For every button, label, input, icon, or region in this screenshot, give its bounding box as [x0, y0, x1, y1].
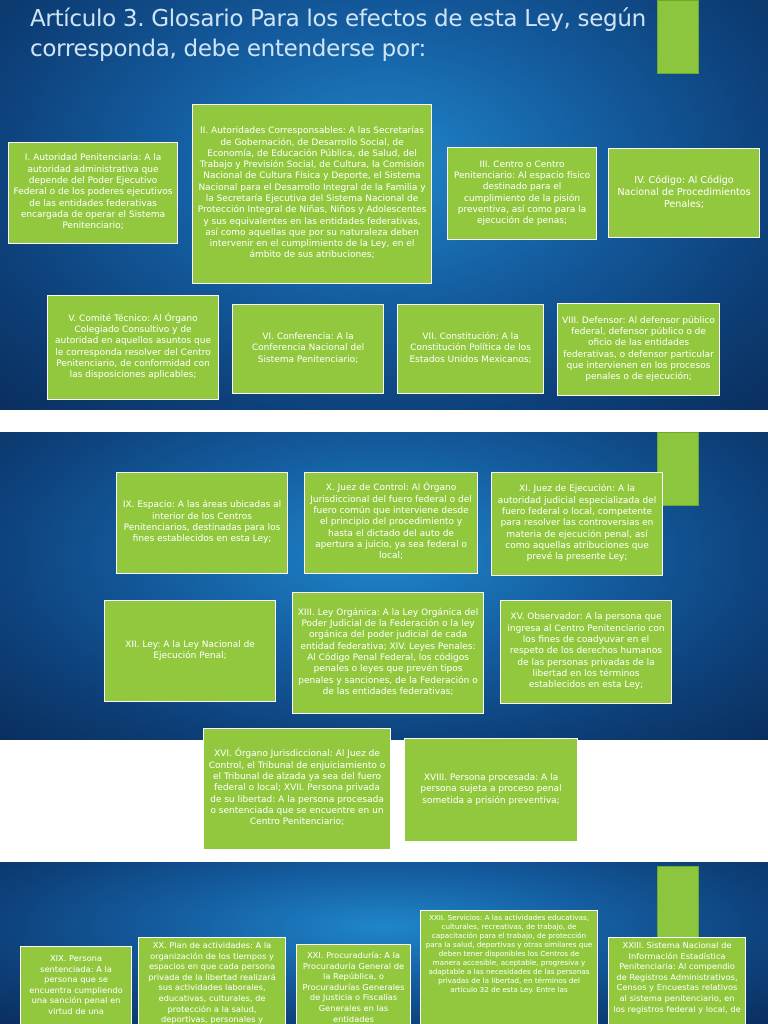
definition-box-xvi-xvii [203, 728, 391, 850]
definition-text: XVI. Órgano Jurisdiccional: Al Juez de Control, el Tribunal de enjuiciamiento o el Tribunal de alzada ya sea del fuero federal o local; XVII. Persona privada de su libertad: A la persona procesada o sentenciada que se encuentre en un Centro Penitenciario; [208, 749, 386, 828]
definition-text: VI. Conferencia: A la Conferencia Nacional del Sistema Penitenciario; [251, 332, 365, 365]
definition-box-xix [20, 946, 132, 1024]
slide-glosario-2 [0, 432, 768, 740]
definition-text: II. Autoridades Corresponsables: A las Secretarías de Gobernación, de Desarrollo Social, de Economía, de Educación Pública, de Salud, del Trabajo y Previsión Social, de Cultura, la Comisión Nacional de Cultura Física y Deporte, el Sistema Nacional para el Desarrollo Integral de la Familia y la Secretaría Ejecutiva del Sistema Nacional de Protección Integral de Niñas, Niños y Adolescentes y sus equivalentes en las entidades federativas, así como aquellas que por su naturaleza deben intervenir en el cumplimiento de la Ley, en el ámbito de sus atribuciones; [197, 126, 427, 261]
definition-text: VII. Constitución: A la Constitución Política de los Estados Unidos Mexicanos; [409, 332, 532, 365]
definition-box-xiii-xiv [292, 592, 484, 714]
definition-text: XIII. Ley Orgánica: A la Ley Orgánica del Poder Judicial de la Federación o la ley orgánica del poder judicial de cada entidad federativa; XIV. Leyes Penales: Al Código Penal Federal, los códigos penales o leyes que prevén tipos penales y sanciones, de la Federación o de las entidades federativas; [297, 607, 479, 697]
definition-box-xviii [404, 738, 578, 842]
definition-box-x [304, 472, 478, 574]
accent-tab [657, 0, 699, 74]
definition-text: X. Juez de Control: Al Órgano Jurisdiccional del fuero federal o del fuero común que interviene desde el principio del procedimiento y hasta el dictado del auto de apertura a juicio, ya sea federal o local; [310, 483, 472, 562]
slide-title: Artículo 3. Glosario Para los efectos de esta Ley, según corresponda, debe entenderse por: [30, 6, 646, 62]
definition-text: IV. Código: Al Código Nacional de Procedimientos Penales; [617, 175, 751, 210]
definition-box-vii [397, 304, 544, 394]
definition-box-xxiii [608, 937, 746, 1024]
definition-box-ii [192, 104, 432, 284]
definition-box-v [47, 295, 219, 400]
definition-text: XVIII. Persona procesada: A la persona sujeta a proceso penal sometida a prisión preventiva; [420, 773, 562, 806]
definition-box-vi [232, 304, 384, 394]
definition-box-ix [116, 472, 288, 574]
definition-text: V. Comité Técnico: Al Órgano Colegiado Consultivo y de autoridad en aquellos asuntos que le corresponda resolver del Centro Penitenciario, de conformidad con las disposiciones aplicables; [54, 313, 212, 381]
definition-box-xxii [420, 910, 598, 1024]
definition-text: XV. Observador: A la persona que ingresa al Centro Penitenciario con los fines de coadyuvar en el respeto de los derechos humanos de las personas privadas de la libertad en los términos establecidos en esta Ley; [507, 612, 665, 691]
definition-text: IX. Espacio: A las áreas ubicadas al interior de los Centros Penitenciarios, destinadas para los fines establecidos en esta Ley; [122, 500, 282, 545]
definition-text: VIII. Defensor: Al defensor público federal, defensor público o de oficio de las entidades federativas, o defensor particular que intervienen en los procesos penales o de ejecución; [562, 315, 715, 383]
definition-box-xxi [296, 944, 411, 1024]
definition-box-xii [104, 600, 276, 702]
definition-text: XXI. Procuraduría: A la Procuraduría General de la República, o Procuradurías Generales de Justicia o Fiscalías Generales en las entidades [302, 950, 405, 1024]
definition-box-i [8, 142, 178, 244]
definition-text: XIX. Persona sentenciada: A la persona que se encuentra cumpliendo una sanción penal en virtud de una [29, 953, 123, 1016]
definition-box-viii [557, 303, 720, 396]
definition-text: III. Centro o Centro Penitenciario: Al espacio físico destinado para el cumplimiento de la pisión preventiva, así como para la ejecución de penas; [453, 159, 591, 227]
definition-text: XXII. Servicios: A las actividades educativas, culturales, recreativas, de trabajo, de capacitación para el trabajo, de protección para la salud, deportivas y otras similares que deben tener disponibles los Centros de manera accesible, aceptable, progresiva y adaptable a las necesidades de las personas privadas de la libertad, en términos del artículo 32 de esta Ley. Entre las [425, 913, 593, 994]
accent-tab [657, 432, 699, 506]
slide-gap [0, 410, 768, 432]
definition-text: I. Autoridad Penitenciaria: A la autoridad administrativa que depende del Poder Ejecutivo Federal o de los poderes ejecutivos de las entidades federativas encargada de operar el Sistema Penitenciario; [13, 153, 173, 232]
definition-box-iv [608, 148, 760, 238]
definition-box-iii [447, 147, 597, 240]
slide-glosario-1 [0, 0, 768, 410]
definition-box-xi [491, 472, 663, 576]
definition-text: XI. Juez de Ejecución: A la autoridad judicial especializada del fuero federal o local, competente para resolver las controversias en materia de ejecución penal, así como aquellas atribuciones que prevé la presente Ley; [497, 484, 657, 563]
definition-box-xv [500, 600, 672, 704]
slide-glosario-3 [0, 862, 768, 1024]
accent-tab [657, 866, 699, 940]
definition-text: XX. Plan de actividades: A la organización de los tiempos y espacios en que cada persona privada de la libertad realizará sus actividades laborales, educativas, culturales, de protección a la salud, deportivas, personales y [148, 940, 276, 1024]
definition-text: XXIII. Sistema Nacional de Información Estadística Penitenciaria: Al compendio de Registros Administrativos, Censos y Encuestas relativos al sistema penitenciario, en los registros federal y local, de [613, 940, 741, 1014]
definition-box-xx [138, 937, 286, 1024]
definition-text: XII. Ley: A la Ley Nacional de Ejecución Penal; [125, 639, 255, 661]
